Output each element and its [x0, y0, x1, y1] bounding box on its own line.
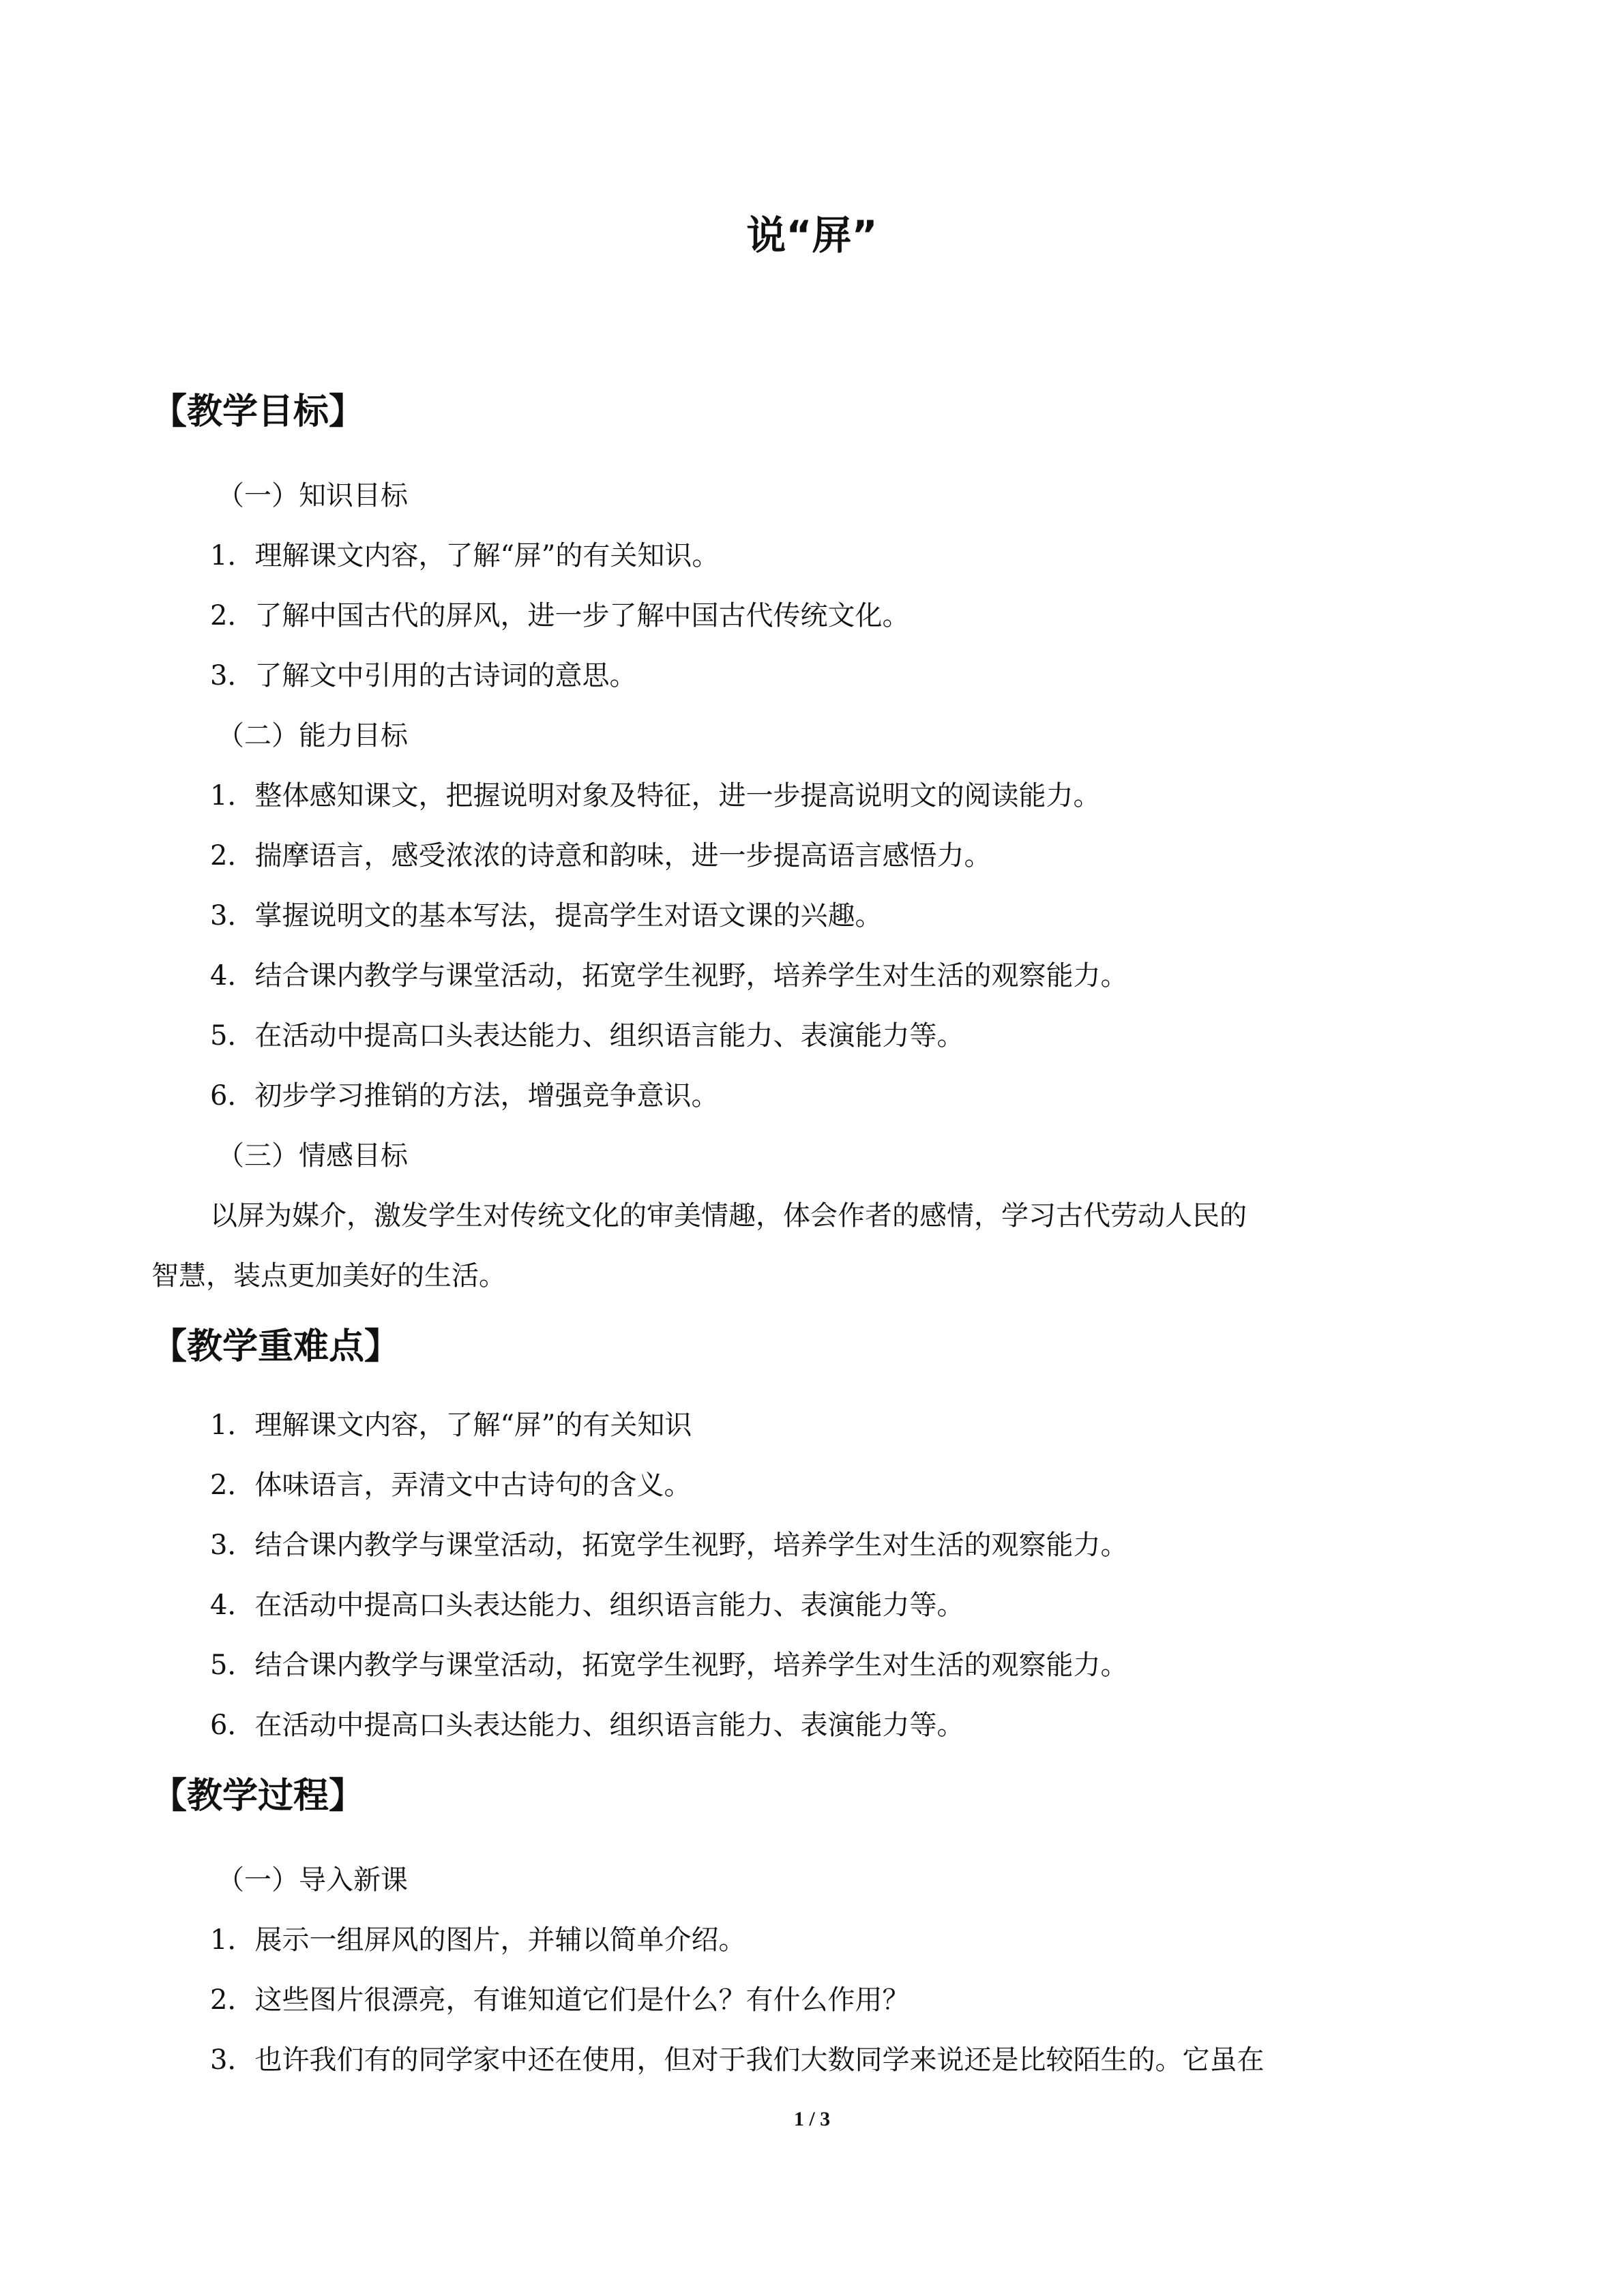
page-number: 1 / 3 — [793, 2108, 831, 2130]
list-item: 1．整体感知课文，把握说明对象及特征，进一步提高说明文的阅读能力。 — [210, 780, 1101, 811]
list-item: 2．这些图片很漂亮，有谁知道它们是什么？有什么作用？ — [210, 1984, 910, 2016]
list-item: 5．结合课内教学与课堂活动，拓宽学生视野，培养学生对生活的观察能力。 — [210, 1650, 1128, 1681]
subheading-emotion-goals: （三）情感目标 — [217, 1140, 408, 1172]
list-item: 3．了解文中引用的古诗词的意思。 — [210, 660, 637, 691]
list-item: 4．在活动中提高口头表达能力、组织语言能力、表演能力等。 — [210, 1590, 964, 1621]
subheading-introduction: （一）导入新课 — [217, 1864, 408, 1896]
list-item: 1．理解课文内容，了解“屏”的有关知识 — [210, 1410, 692, 1441]
list-item: 4．结合课内教学与课堂活动，拓宽学生视野，培养学生对生活的观察能力。 — [210, 960, 1128, 992]
list-item: 2．揣摩语言，感受浓浓的诗意和韵味，进一步提高语言感悟力。 — [210, 840, 992, 871]
paragraph-line: 以屏为媒介，激发学生对传统文化的审美情趣，体会作者的感情，学习古代劳动人民的 — [210, 1200, 1247, 1232]
section-heading-teaching-goals: 【教学目标】 — [151, 391, 365, 432]
list-item: 3．也许我们有的同学家中还在使用，但对于我们大数同学来说还是比较陌生的。它虽在 — [210, 2044, 1265, 2076]
list-item: 5．在活动中提高口头表达能力、组织语言能力、表演能力等。 — [210, 1020, 964, 1052]
list-item: 1．理解课文内容，了解“屏”的有关知识。 — [210, 540, 720, 571]
list-item: 3．结合课内教学与课堂活动，拓宽学生视野，培养学生对生活的观察能力。 — [210, 1530, 1128, 1561]
subheading-knowledge-goals: （一）知识目标 — [217, 480, 408, 511]
page-title: 说“屏” — [746, 212, 878, 258]
list-item: 6．在活动中提高口头表达能力、组织语言能力、表演能力等。 — [210, 1710, 964, 1741]
list-item: 1．展示一组屏风的图片，并辅以简单介绍。 — [210, 1924, 746, 1956]
section-heading-teaching-process: 【教学过程】 — [151, 1776, 365, 1817]
paragraph-line: 智慧，装点更加美好的生活。 — [151, 1260, 506, 1292]
list-item: 2．了解中国古代的屏风，进一步了解中国古代传统文化。 — [210, 600, 910, 631]
list-item: 3．掌握说明文的基本写法，提高学生对语文课的兴趣。 — [210, 900, 883, 931]
list-item: 2．体味语言，弄清文中古诗句的含义。 — [210, 1470, 692, 1501]
subheading-ability-goals: （二）能力目标 — [217, 720, 408, 751]
list-item: 6．初步学习推销的方法，增强竞争意识。 — [210, 1080, 719, 1112]
section-heading-key-points: 【教学重难点】 — [151, 1326, 400, 1367]
